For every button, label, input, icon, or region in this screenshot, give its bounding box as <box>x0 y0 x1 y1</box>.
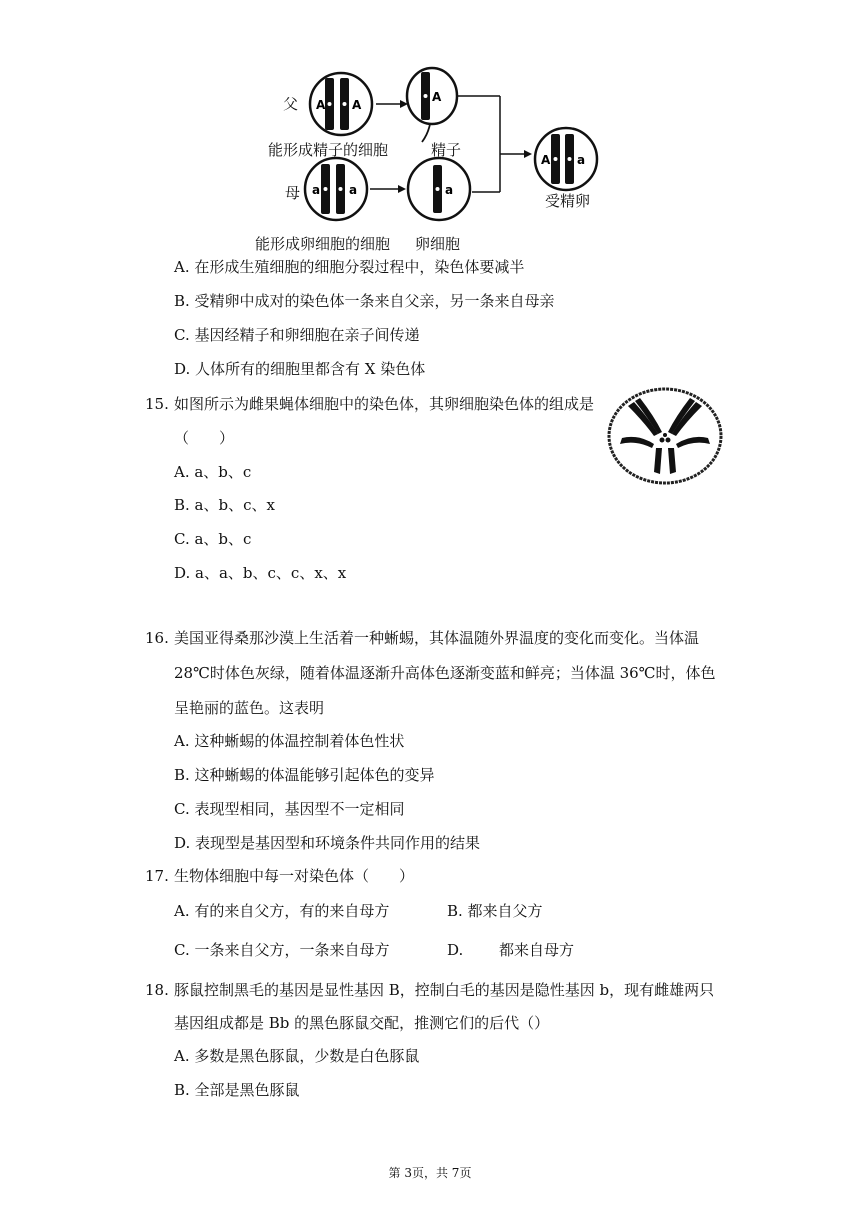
q18-stem-line-2: 基因组成都是 Bb 的黑色豚鼠交配，推测它们的后代（） <box>174 1014 550 1032</box>
mother-cell <box>305 158 367 220</box>
q14-option-d: D. 人体所有的细胞里都含有 X 染色体 <box>174 360 426 378</box>
q15-paren: （ ） <box>174 429 235 447</box>
zygote-gene-left: A <box>541 153 551 167</box>
label-sperm-forming-cell: 能形成精子的细胞 <box>268 141 389 159</box>
q17-number: 17. <box>145 867 169 885</box>
page-footer: 第 3页，共 7页 <box>388 1166 472 1180</box>
q17-option-c: C. 一条来自父方，一条来自母方 <box>174 941 390 959</box>
father-gene-left: A <box>316 98 326 112</box>
q17-option-d-letter: D. <box>447 941 464 959</box>
label-egg-forming-cell: 能形成卵细胞的细胞 <box>255 235 391 253</box>
q15-number: 15. <box>145 395 169 413</box>
q16-option-c: C. 表现型相同，基因型不一定相同 <box>174 800 405 818</box>
q17-option-d-text: 都来自母方 <box>499 941 575 959</box>
fruit-fly-chromosome-image <box>606 386 724 486</box>
q15-option-a: A. a、b、c <box>174 463 252 481</box>
q15-option-d: D. a、a、b、c、c、x、x <box>174 564 347 582</box>
father-gene-right: A <box>352 98 362 112</box>
q16-stem-line-1: 美国亚得桑那沙漠上生活着一种蜥蜴，其体温随外界温度的变化而变化。当体温 <box>174 629 700 647</box>
chromosome-diagram <box>260 62 620 258</box>
label-mother: 母 <box>285 184 301 202</box>
mother-gene-left: a <box>312 183 321 197</box>
q14-option-c: C. 基因经精子和卵细胞在亲子间传递 <box>174 326 420 344</box>
q17-option-b: B. 都来自父方 <box>447 902 543 920</box>
q18-option-b: B. 全部是黑色豚鼠 <box>174 1081 300 1099</box>
q15-option-c: C. a、b、c <box>174 530 252 548</box>
q14-option-b: B. 受精卵中成对的染色体一条来自父亲，另一条来自母亲 <box>174 292 555 310</box>
mother-gene-right: a <box>349 183 358 197</box>
zygote-cell <box>535 128 597 190</box>
q18-option-a: A. 多数是黑色豚鼠，少数是白色豚鼠 <box>174 1047 420 1065</box>
egg-cell <box>408 158 470 220</box>
q17-stem: 生物体细胞中每一对染色体（ ） <box>174 867 415 885</box>
q15-option-b: B. a、b、c、x <box>174 496 275 514</box>
q17-option-a: A. 有的来自父方，有的来自母方 <box>174 902 390 920</box>
label-sperm: 精子 <box>431 141 462 159</box>
label-father: 父 <box>283 95 299 113</box>
q14-option-a: A. 在形成生殖细胞的细胞分裂过程中，染色体要减半 <box>174 258 525 276</box>
label-zygote: 受精卵 <box>545 192 591 210</box>
father-cell <box>310 73 372 135</box>
q16-option-b: B. 这种蜥蜴的体温能够引起体色的变异 <box>174 766 435 784</box>
sperm-gene: A <box>432 90 442 104</box>
q16-stem-line-2: 28℃时体色灰绿，随着体温逐渐升高体色逐渐变蓝和鲜亮；当体温 36℃时，体色 <box>174 664 716 682</box>
sperm-cell <box>407 68 457 142</box>
q16-option-d: D. 表现型是基因型和环境条件共同作用的结果 <box>174 834 481 852</box>
q16-stem-line-3: 呈艳丽的蓝色。这表明 <box>174 699 325 717</box>
egg-gene: a <box>445 183 454 197</box>
q15-stem: 如图所示为雌果蝇体细胞中的染色体，其卵细胞染色体的组成是 <box>174 395 595 413</box>
zygote-gene-right: a <box>577 153 586 167</box>
label-egg: 卵细胞 <box>415 235 461 253</box>
q16-option-a: A. 这种蜥蜴的体温控制着体色性状 <box>174 732 405 750</box>
q18-stem-line-1: 豚鼠控制黑毛的基因是显性基因 B，控制白毛的基因是隐性基因 b，现有雌雄两只 <box>174 981 715 999</box>
q16-number: 16. <box>145 629 169 647</box>
q18-number: 18. <box>145 981 169 999</box>
